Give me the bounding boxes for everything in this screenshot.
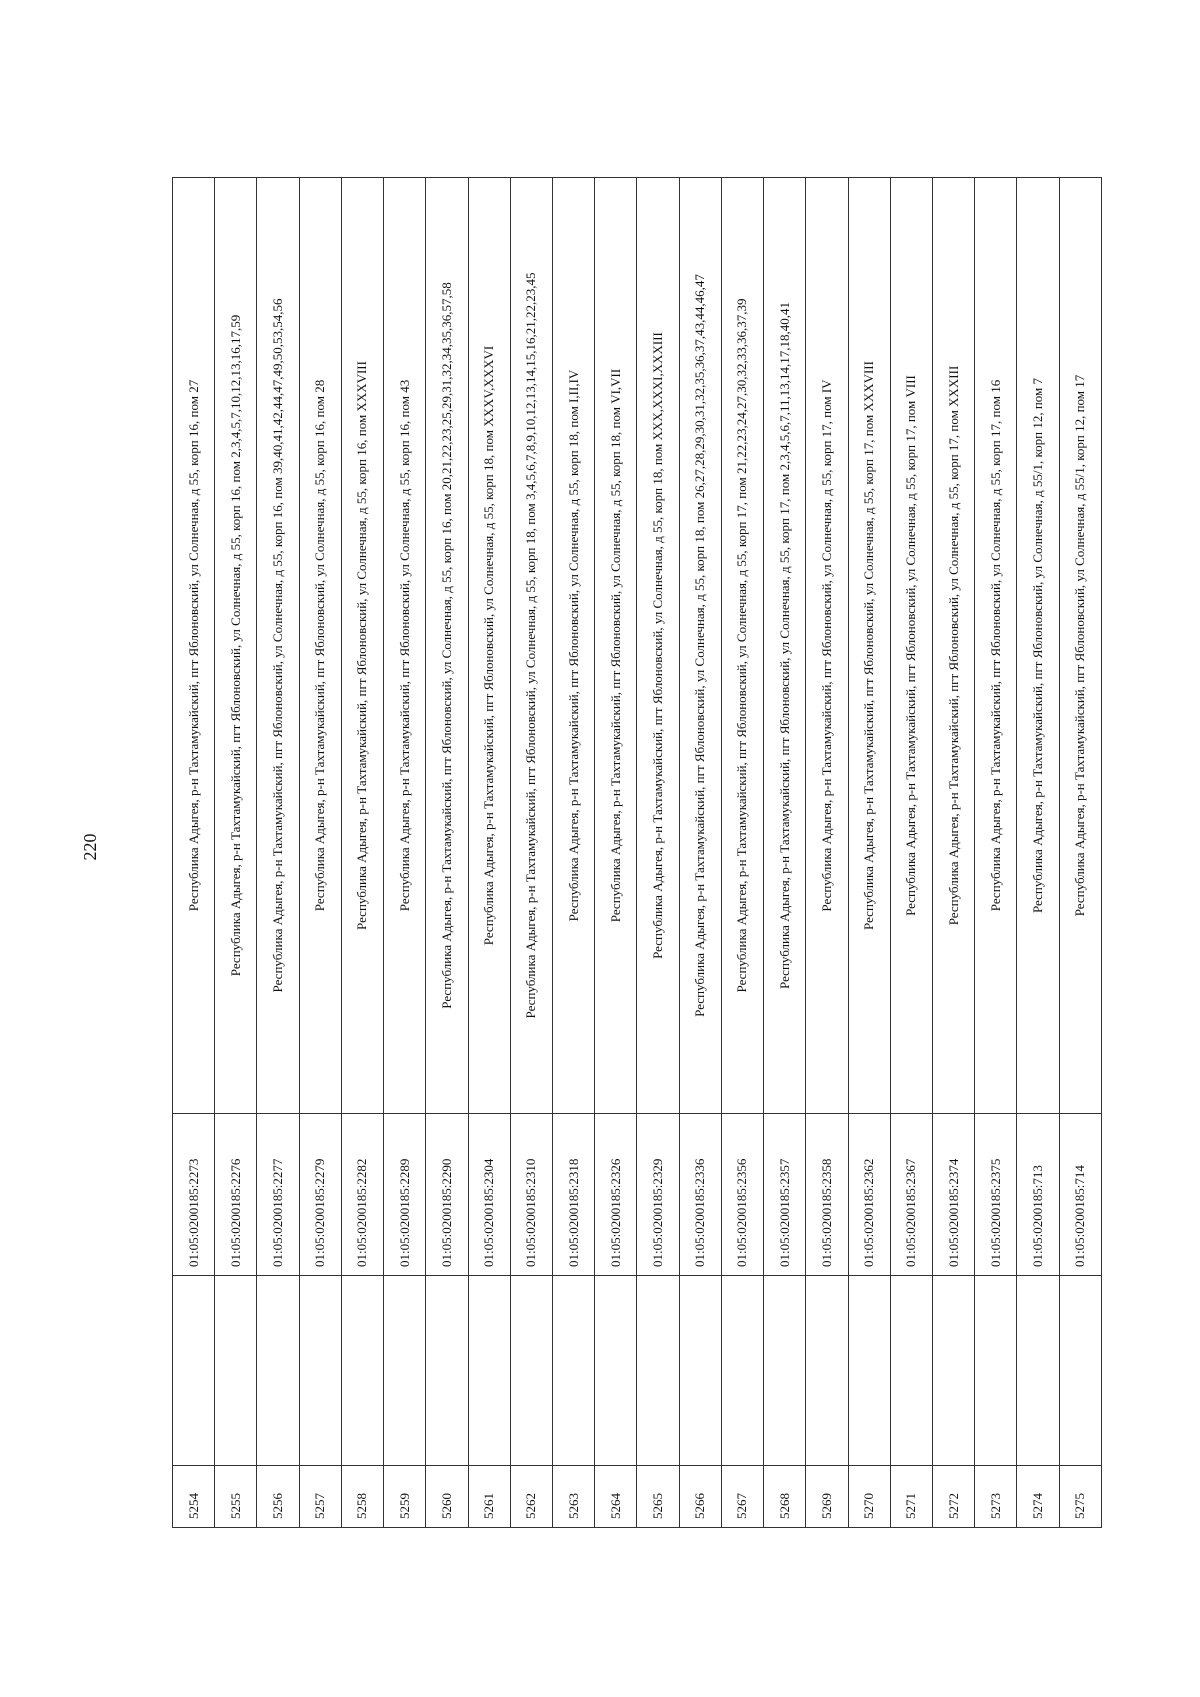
row-number-cell: 5274 [1017,1466,1059,1528]
address-cell: Республика Адыгея, р-н Тахтамукайский, пгт Яблоновский, ул Солнечная, д 55, корп 17, пом XXXVIII [848,178,890,1114]
empty-cell [299,1276,341,1466]
address-cell: Республика Адыгея, р-н Тахтамукайский, пгт Яблоновский, ул Солнечная, д 55, корп 17, пом XXXIII [932,178,974,1114]
table-row [975,178,1017,1528]
cadastral-number-cell: 01:05:0200185:2290 [426,1114,468,1276]
empty-cell [679,1276,721,1466]
table-container [172,178,1102,1528]
cadastral-number-cell: 01:05:0200185:2356 [721,1114,763,1276]
address-cell: Республика Адыгея, р-н Тахтамукайский, пгт Яблоновский, ул Солнечная, д 55/1, корп 12, пом 17 [1059,178,1101,1114]
page-number: 220 [80,833,100,861]
table-row [721,178,763,1528]
row-number-cell: 5267 [721,1466,763,1528]
cadastral-number-cell: 01:05:0200185:2277 [257,1114,299,1276]
table-row [341,178,383,1528]
row-number-cell: 5272 [932,1466,974,1528]
empty-cell [426,1276,468,1466]
cadastral-number-cell: 01:05:0200185:2326 [595,1114,637,1276]
row-number-cell: 5255 [215,1466,257,1528]
address-cell: Республика Адыгея, р-н Тахтамукайский, пгт Яблоновский, ул Солнечная, д 55, корп 17, пом VIII [890,178,932,1114]
cadastral-number-cell: 01:05:0200185:2329 [637,1114,679,1276]
table-row [510,178,552,1528]
address-cell: Республика Адыгея, р-н Тахтамукайский, пгт Яблоновский, ул Солнечная, д 55, корп 16, пом 2,3,4,5,7,10,12,13,16,17,59 [215,178,257,1114]
row-number-cell: 5257 [299,1466,341,1528]
row-number-cell: 5275 [1059,1466,1101,1528]
row-number-cell: 5264 [595,1466,637,1528]
row-number-cell: 5271 [890,1466,932,1528]
empty-cell [637,1276,679,1466]
table-row [806,178,848,1528]
row-number-cell: 5265 [637,1466,679,1528]
table-row [848,178,890,1528]
table-row [595,178,637,1528]
cadastral-number-cell: 01:05:0200185:713 [1017,1114,1059,1276]
cadastral-number-cell: 01:05:0200185:2367 [890,1114,932,1276]
address-cell: Республика Адыгея, р-н Тахтамукайский, пгт Яблоновский, ул Солнечная, д 55, корп 18, пом XXXV,XXXVI [468,178,510,1114]
empty-cell [975,1276,1017,1466]
empty-cell [1017,1276,1059,1466]
empty-cell [173,1276,215,1466]
address-cell: Республика Адыгея, р-н Тахтамукайский, пгт Яблоновский, ул Солнечная, д 55, корп 16, пом 28 [299,178,341,1114]
table-row [215,178,257,1528]
row-number-cell: 5273 [975,1466,1017,1528]
address-cell: Республика Адыгея, р-н Тахтамукайский, пгт Яблоновский, ул Солнечная, д 55, корп 18, пом XXX,XXXI,XXXIII [637,178,679,1114]
empty-cell [764,1276,806,1466]
empty-cell [848,1276,890,1466]
empty-cell [257,1276,299,1466]
empty-cell [510,1276,552,1466]
row-number-cell: 5270 [848,1466,890,1528]
address-cell: Республика Адыгея, р-н Тахтамукайский, пгт Яблоновский, ул Солнечная, д 55, корп 17, пом IV [806,178,848,1114]
address-cell: Республика Адыгея, р-н Тахтамукайский, пгт Яблоновский, ул Солнечная, д 55, корп 17, пом 21,22,23,24,27,30,32,33,36,37,39 [721,178,763,1114]
empty-cell [932,1276,974,1466]
empty-cell [721,1276,763,1466]
cadastral-number-cell: 01:05:0200185:2304 [468,1114,510,1276]
row-number-cell: 5254 [173,1466,215,1528]
address-cell: Республика Адыгея, р-н Тахтамукайский, пгт Яблоновский, ул Солнечная, д 55, корп 16, пом XXXVIII [341,178,383,1114]
row-number-cell: 5258 [341,1466,383,1528]
empty-cell [552,1276,594,1466]
empty-cell [595,1276,637,1466]
cadastral-number-cell: 01:05:0200185:2375 [975,1114,1017,1276]
table-row [257,178,299,1528]
cadastral-number-cell: 01:05:0200185:2289 [384,1114,426,1276]
empty-cell [806,1276,848,1466]
empty-cell [341,1276,383,1466]
cadastral-number-cell: 01:05:0200185:2374 [932,1114,974,1276]
table-row [1017,178,1059,1528]
cadastral-number-cell: 01:05:0200185:2362 [848,1114,890,1276]
table-row [426,178,468,1528]
table-row [932,178,974,1528]
address-cell: Республика Адыгея, р-н Тахтамукайский, пгт Яблоновский, ул Солнечная, д 55, корп 18, пом 3,4,5,6,7,8,9,10,12,13,14,15,16,21,22,23,45 [510,178,552,1114]
row-number-cell: 5263 [552,1466,594,1528]
row-number-cell: 5260 [426,1466,468,1528]
table-row [1059,178,1101,1528]
row-number-cell: 5262 [510,1466,552,1528]
cadastral-number-cell: 01:05:0200185:2276 [215,1114,257,1276]
cadastral-number-cell: 01:05:0200185:2336 [679,1114,721,1276]
address-cell: Республика Адыгея, р-н Тахтамукайский, пгт Яблоновский, ул Солнечная, д 55, корп 17, пом 16 [975,178,1017,1114]
row-number-cell: 5256 [257,1466,299,1528]
cadastral-number-cell: 01:05:0200185:2279 [299,1114,341,1276]
empty-cell [215,1276,257,1466]
empty-cell [1059,1276,1101,1466]
address-cell: Республика Адыгея, р-н Тахтамукайский, пгт Яблоновский, ул Солнечная, д 55/1, корп 12, пом 7 [1017,178,1059,1114]
empty-cell [384,1276,426,1466]
address-cell: Республика Адыгея, р-н Тахтамукайский, пгт Яблоновский, ул Солнечная, д 55, корп 16, пом 27 [173,178,215,1114]
address-cell: Республика Адыгея, р-н Тахтамукайский, пгт Яблоновский, ул Солнечная, д 55, корп 18, пом I,II,IV [552,178,594,1114]
table-row [384,178,426,1528]
address-cell: Республика Адыгея, р-н Тахтамукайский, пгт Яблоновский, ул Солнечная, д 55, корп 16, пом 39,40,41,42,44,47,49,50,53,54,56 [257,178,299,1114]
table-row [468,178,510,1528]
address-cell: Республика Адыгея, р-н Тахтамукайский, пгт Яблоновский, ул Солнечная, д 55, корп 16, пом 20,21,22,23,25,29,31,32,34,35,36,57,58 [426,178,468,1114]
row-number-cell: 5268 [764,1466,806,1528]
table-body [173,178,1102,1528]
cadastral-number-cell: 01:05:0200185:2318 [552,1114,594,1276]
property-registry-table [172,177,1102,1528]
empty-cell [468,1276,510,1466]
table-row [637,178,679,1528]
table-row [552,178,594,1528]
row-number-cell: 5269 [806,1466,848,1528]
table-row [173,178,215,1528]
cadastral-number-cell: 01:05:0200185:2310 [510,1114,552,1276]
cadastral-number-cell: 01:05:0200185:2358 [806,1114,848,1276]
row-number-cell: 5261 [468,1466,510,1528]
row-number-cell: 5259 [384,1466,426,1528]
row-number-cell: 5266 [679,1466,721,1528]
address-cell: Республика Адыгея, р-н Тахтамукайский, пгт Яблоновский, ул Солнечная, д 55, корп 18, пом VI,VII [595,178,637,1114]
cadastral-number-cell: 01:05:0200185:2357 [764,1114,806,1276]
address-cell: Республика Адыгея, р-н Тахтамукайский, пгт Яблоновский, ул Солнечная, д 55, корп 18, пом 26,27,28,29,30,31,32,35,36,37,43,44,46,47 [679,178,721,1114]
table-row [299,178,341,1528]
address-cell: Республика Адыгея, р-н Тахтамукайский, пгт Яблоновский, ул Солнечная, д 55, корп 16, пом 43 [384,178,426,1114]
cadastral-number-cell: 01:05:0200185:2273 [173,1114,215,1276]
address-cell: Республика Адыгея, р-н Тахтамукайский, пгт Яблоновский, ул Солнечная, д 55, корп 17, пом 2,3,4,5,6,7,11,13,14,17,18,40,41 [764,178,806,1114]
table-row [679,178,721,1528]
table-row [764,178,806,1528]
table-row [890,178,932,1528]
cadastral-number-cell: 01:05:0200185:714 [1059,1114,1101,1276]
cadastral-number-cell: 01:05:0200185:2282 [341,1114,383,1276]
empty-cell [890,1276,932,1466]
